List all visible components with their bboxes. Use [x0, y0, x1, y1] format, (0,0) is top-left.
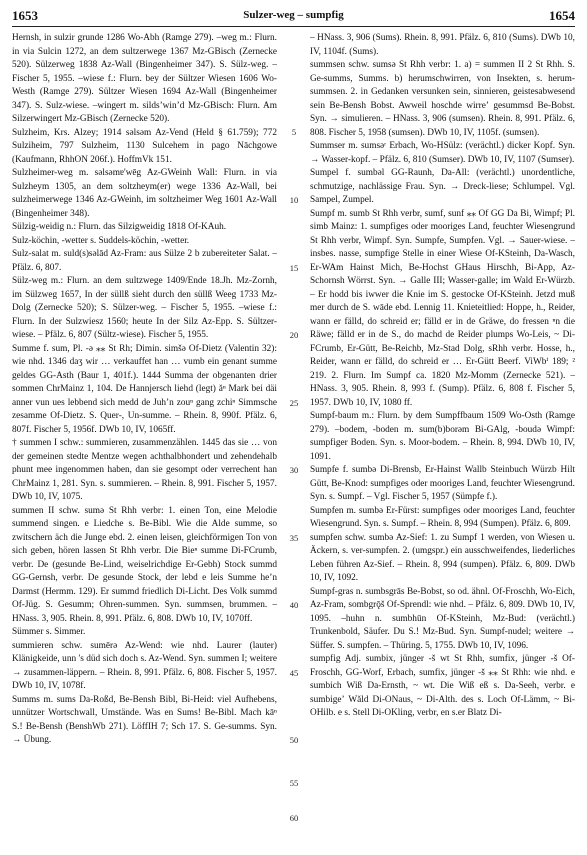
page-number-right: 1654	[549, 8, 575, 23]
entry: – HNass. 3, 906 (Sums). Rhein. 8, 991. Pfälz. 6, 810 (Sums). DWb 10, IV, 1104f. (Sums).	[310, 33, 575, 57]
line-number: 40	[289, 600, 299, 610]
line-number: 20	[289, 330, 299, 340]
line-number: 15	[289, 263, 299, 273]
right-column	[310, 32, 575, 847]
entry: Sulzheim, Krs. Alzey; 1914 səlsəm Az-Vend (Held § 61.759); 772 Sulziheim, 797 Sulzheim, 1130 Sulcehem in pago Nāchgowe (Kaufmann, RhhON 206f.). HoffmVk 151.	[12, 127, 277, 165]
entry: Sumpfe f. sumbə Di-Brensb, Er-Hainst Wallb Steinbuch Würzb Hilt Gütt, Be-Knod: sumpfiges oder mooriges Land, feuchter Wiesengrund. Syn. s. Sumpf. – Vgl. Fischer 5, 1957 (Sümpfe f.).	[310, 465, 575, 502]
entry: Sülz-weg m.: Flurn. an dem sultzwege 1409/Ende 18.Jh. Mz-Zornh, im Sülzweg 1657, In der süllß sieht durch den süllß Weeg 1733 Mz-Dolg (Zernecke 520); S. Sülzer-weg. – Fischer 5, 1955. –wiese f.: Flurn. In der Sulzwiesz 1560; heute In der Silz Az-Epp. S. Sültzer-wiese. – Pfälz. 6, 807 (Sültz-wiese). Fischer 5, 1955.	[12, 276, 277, 340]
entry: sumpfig Adj. sumbix, jünger -š wt St Rhh, sumfix, jünger -š Of-Froschh, GG-Worf, Erbach, sumfix, jünger -š ⁎⁎ St Rhh: wie nhd. e sumbich Wiß Da-Ernsth, ~ wt. Die Wiß eß s. Da-Seeh, verbr. e sumbigeʼ Wăld Di-ONaus, ~ Di-Alth. des s. Loch Of-Lämm, ~ Bi-OHilb. e s. Stell Di-OKling, verbr, en s.er Blatz Di-	[310, 654, 575, 718]
line-number: 60	[289, 813, 299, 823]
entry: sumpfen schw. sumbə Az-Sief: 1. zu Sumpf 1 werden, von Wiesen u. Äckern, s. ver-sumpfen. 2. (umgspr.) ein ausschweifendes, liederliches Leben führen Az-Sief. – Rhein. 8, 994 (sumpen). Pfälz. 6, 809. DWb 10, IV, 1092.	[310, 532, 575, 583]
entry: Sulz-salat m. suld(s)səlād Az-Fram: aus Sülze 2 b zubereiteter Salat. – Pfälz. 6, 807.	[12, 249, 277, 273]
entry: Sumpfen m. sumbə Er-Fürst: sumpfiges oder mooriges Land, feuchter Wiesengrund. Syn. s. Sumpf. – Rhein. 8, 994 (Sumpen). Pfälz. 6, 809.	[310, 505, 575, 529]
entry: Sumpel f. sumbəl GG-Raunh, Da-All: (verächtl.) unordentliche, schmutzige, nachlässige Frau. Syn. → Dreck-liese; Schlumpel. Vgl. Sampel, Zumpel.	[310, 168, 575, 205]
entry: Hernsh, in sulzir grunde 1286 Wo-Abh (Ramge 279). –weg m.: Flurn. in via Sulcin 1272, an dem sultzerwege 1367 Mz-GBisch (Zernecke 520). Sülzerweg 1838 Az-Wall (Bingenheimer 347). S. Sülz-weg. – Fischer 5, 1955. –wiese f.: Flurn. bey der Sültzer Wiesen 1606 Wo-Westh (Ramge 279). Sültzer Wiesen 1694 Az-Wall (Bingenheimer 347). S. Sulz-wiese. –wingert m. sildsʼwinʼd Mz-GBisch: Flurn. Am Silzerwingert Mz-GBisch (Zernecke 520).	[12, 33, 277, 124]
line-number: 50	[289, 735, 299, 745]
line-number-gutter	[285, 32, 303, 847]
entry: Sülzig-weidig n.: Flurn. das Silzigweidig 1818 Of-KAuh.	[12, 222, 227, 232]
entry: Summser m. sumsəʳ Erbach, Wo-HSülz: (verächtl.) dicker Kopf. Syn. → Wasser-kopf. – Pfälz. 6, 810 (Sumser). DWb 10, IV, 1107 (Sumser).	[310, 141, 575, 165]
page-header	[12, 6, 575, 27]
line-number: 25	[289, 398, 299, 408]
entry: summieren schw. sumērə Az-Wend: wie nhd. Laurer (lauter) Klänigkeide, unn 's düd sich doch s. Az-Wend. Syn. summen I; weitere → zusammen-läppern. – Rhein. 8, 991. Pfälz. 6, 808. Fischer 5, 1957. DWb 10, IV, 1078f.	[12, 640, 277, 691]
running-title: Sulzer-weg – sumpfig	[243, 9, 344, 21]
line-number: 10	[289, 195, 299, 205]
entry: Sumpf-gras n. sumbsgrās Be-Bobst, so od. ähnl. Of-Froschh, Wo-Eich, Az-Fram, sombgrǭš Of-Sprendl: wie nhd. – Pfälz. 6, 809. DWb 10, IV, 1095. –huhn n. sumbhūn Of-KSteinh, Mz-Bud: (verächtl.) Trunkenbold, Säufer. Du S.! Mz-Bud. Syn. Sumpf-nudel; weitere → Süffer. S. sumpfen. – Thüring. 5, 1755. DWb 10, IV, 1096.	[310, 586, 575, 651]
entry: Sulz-köchin, -wetter s. Suddels-köchin, -wetter.	[12, 235, 190, 246]
line-number: 30	[289, 465, 299, 475]
entry: summsen schw. sumsə St Rhh verbr: 1. a) = summen II 2 St Rhh. S. Ge-summs, Summs. b) herumschwirren, von Insekten, s. herum-summsen. 2. in Gedanken versunken sein, sinnieren, geistesabwesend sein Be-Bensh Bobst. Awweil hoschde wirreʼ gesummsd Be-Bobst. Syn. → simulieren. – HNass. 3, 906 (sumsen). Rhein. 8, 991. Pfälz. 6, 808. Fischer 5, 1958 (sumsen). DWb 10, IV, 1105f. (sumsen).	[310, 60, 575, 138]
entry: summen II schw. sumə St Rhh verbr: 1. einen Ton, eine Melodie summend singen. e Liedche s. Be-Bibl. Wie die Alde summe, so zwitschern äch die Junge ebd. 2. einen leisen, gleichförmigen Ton von sich geben, hören lassen St Rhh verbr. Die Bieⁿ summe Di-FCrumb, verbr. De (gesunde Be-Lind, weiselrichdige Er-Gebh) Stock summd GG-Gernsh, verbr. De gesunde Stock, der lebd e leis Summe heʼn Darmst (Hermm. 129). Er summd friedlich Di-Licht. Des Volk summd Of-Jüg. S. Gesumm; Ohren-summen. Syn. summsen, brummen. – HNass. 3, 905. Rhein. 8, 991. Pfälz. 6, 808. DWb 10, IV, 1070ff.	[12, 505, 277, 624]
left-column	[12, 32, 277, 847]
entry: Sumpf-baum m.: Flurn. by dem Sumpffbaum 1509 Wo-Osth (Ramge 279). –bodem, -boden m. sum(b)borəm Bi-GAlg, -boudə Wimpf: sumpfiger Boden. Syn. s. Moor-bodem. – Rhein. 8, 994. DWb 10, IV, 1091.	[310, 411, 575, 462]
entry: Summs m. sums Da-Roßd, Be-Bensh Bibl, Bi-Heid: viel Aufhebens, unnützer Wortschwall, Umstände. Was en Sums! Be-Bibl. Mach kāⁿ S.! Be-Bensh (BenshWb 271). LöffIH 7; Sch 17. S. Ge-summs. Syn. → Übung.	[12, 694, 277, 745]
entry: Summe f. sum, Pl. -ə ⁎⁎ St Rh; Dimin. simšə Of-Dietz (Valentin 32): wie nhd. 1346 daʒ wir … verkauffet han … vumb ein genant summe geldes GG-Asth (Baur 1, 401f.). 1444 Summa der obgenanten drier sommen ChrMainz 1, 104. De Hannjersch liehd (legt) ăⁿ Mark bei däi anner vun ues lebbend sich medd de Juhʼn zouⁿ gang zchiⁿ Simmsche zesamme Of-Dietz. S. Quer-, Un-summe. – Rhein. 8, 990f. Pfälz. 6, 807f. Fischer 5, 1956f. DWb 10, IV, 1065ff.	[12, 343, 277, 435]
entry: Sümmer s. Simmer.	[12, 627, 86, 637]
entry: † summen I schw.: summieren, zusammenzählen. 1445 das sie … von der gemeinen stedte Mentze wegen achthalbhondert und zehendehalb phunt mee ingenommen haben, dan sie gesompt oder verrechent han ChrMainz 1, 281. Syn. s. summieren. – Rhein. 8, 991. Fischer 5, 1957. DWb 10, IV, 1075.	[12, 438, 277, 502]
entry: Sumpf m. sumb St Rhh verbr, sumf, sunf ⁎⁎ Of GG Da Bi, Wimpf; Pl. simb Mainz: 1. sumpfiges oder mooriges Land, feuchter Wiesengrund St Rhh verbr, Wimpf. Syn. Sumpfe, Sumpfen. Vgl. → Sauer-wiese. – insbes. nasse, sumpfige Stelle in einer Wiese Of-KSteinh, Da-Wasch, Er-WAm Hainst Mich, Be-Hochst GHaus Hirschh, Bi-App, Az-Schornsh Wörrst. Syn. → Galle III; Wasser-galle; im Wald Er-Würzb. – Er hodd bis iwwer die Knie im S. gestocke Of-KSteinh. Jetzd muß mer durch de S. wāde ebd. Lennig 11. Knieteitlied: Hoppe, h., Reider, wann er fälld, do schreid er; fälld er in de Gräwe, do fressen ⁿn die Räwe; fälld er in de S., do machd de Reider plumps Wo-Leis, ~ Di-FCrumb, Er-Gütt, Be-Reichb, Mz-Stad Dolg, sRhh verbr. Hosse, h., Reider, wann er fälld, do schreid er … Er-Gütt Beerf. ViWbⁱ 189; ² 219. 2. Flurn. Im Sumpf ca. 1820 Mz-Momm (Zernecke 521). – HNass. 3, 905. Rhein. 8, 993 f. (Sump). Pfälz. 6, 808 f. Fischer 5, 1957. DWb 10, IV, 1080 ff.	[310, 208, 575, 408]
line-number: 55	[289, 778, 299, 788]
line-number: 45	[289, 668, 299, 678]
line-number: 35	[289, 533, 299, 543]
page-number-left: 1653	[12, 8, 38, 23]
line-number: 5	[291, 127, 297, 137]
entry: Sulzheimer-weg m. səlsəmɐ'wēg Az-GWeinh Wall: Flurn. in via Sulzheym 1305, an dem soltzheym(er) wege 1336 Az-Wall, bei sulzheimerwege 1346 Az-GWeinh, im soltzheimer Weg 1601 Az-Wall (Bingenheimer 348).	[12, 168, 277, 219]
